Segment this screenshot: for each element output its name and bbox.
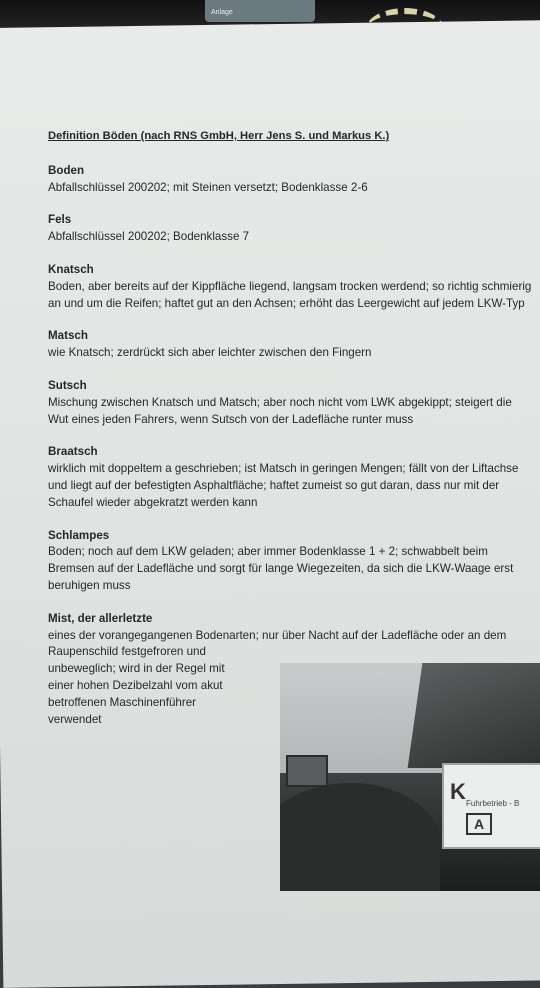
entry-definition-line: einer hohen Dezibelzahl vom akut	[48, 678, 223, 692]
entry-definition: Mischung zwischen Knatsch und Matsch; aber noch nicht vom LWK abgekippt; steigert die Wut eines jeden Fahrers, wenn Sutsch von der Ladefläche runter muss	[48, 395, 512, 426]
definition-entry	[48, 444, 533, 511]
entry-definition-line: verwendet	[48, 712, 102, 726]
bulldozer-image	[286, 755, 328, 787]
entry-definition: wirklich mit doppeltem a geschrieben; ist Matsch in geringen Mengen; fällt von der Liftachse und liegt auf der befestigten Asphaltfläche; haftet zumeist so gut daran, dass nur mit der Schaufel wieder abgekratzt werden kann	[48, 462, 519, 509]
definition-entry	[48, 528, 533, 595]
entry-definition: Abfallschlüssel 200202; mit Steinen versetzt; Bodenklasse 2-6	[48, 180, 368, 194]
entry-term: Mist, der allerletzte	[48, 611, 153, 625]
definition-entry	[48, 212, 533, 246]
entry-term: Fels	[48, 213, 72, 227]
entry-definition-line: betroffenen Maschinenführer	[48, 695, 197, 709]
truck-logo-letter: K	[450, 779, 466, 804]
definition-entry	[48, 262, 533, 312]
entry-definition: Boden, aber bereits auf der Kippfläche liegend, langsam trocken werdend; so richtig schmierig an und um die Reifen; haftet gut an den Achsen; erhöht das Leergewicht auf jedem LKW-Typ	[48, 279, 532, 310]
entry-definition-line: eines der vorangegangenen Bodenarten; nur über Nacht auf der Ladefläche oder an dem	[48, 628, 507, 642]
truck-tailgate	[442, 763, 540, 849]
construction-site-photo	[280, 663, 540, 891]
entry-definition: wie Knatsch; zerdrückt sich aber leichter zwischen den Fingern	[48, 346, 372, 360]
entry-definition: Abfallschlüssel 200202; Bodenklasse 7	[48, 230, 250, 244]
truck-company-text: Fuhrbetrieb - B	[466, 799, 520, 808]
dashboard-display	[205, 0, 315, 22]
truck-a-plate: A	[466, 813, 492, 835]
entry-term: Sutsch	[48, 378, 87, 392]
entry-term: Boden	[48, 163, 85, 177]
document-body	[48, 128, 533, 744]
entry-definition-line: unbeweglich; wird in der Regel mit	[48, 662, 225, 676]
definition-entry	[48, 328, 533, 362]
document-title: Definition Böden (nach RNS GmbH, Herr Jens S. und Markus K.)	[48, 130, 390, 142]
entry-term: Matsch	[48, 329, 88, 343]
entry-definition-line: Raupenschild festgefroren und	[48, 645, 206, 659]
entry-term: Braatsch	[48, 445, 98, 459]
definition-entry	[48, 163, 533, 197]
truck-bed-image	[408, 663, 540, 768]
entry-term: Knatsch	[48, 262, 94, 276]
entry-term: Schlampes	[48, 528, 110, 542]
definition-entry	[48, 378, 533, 428]
entry-definition: Boden; noch auf dem LKW geladen; aber immer Bodenklasse 1 + 2; schwabbelt beim Bremsen auf der Ladefläche und sorgt für lange Wiegezeiten, da sich die LKW-Waage erst beruhigen muss	[48, 545, 514, 592]
dashboard-display-text: Anlage	[211, 9, 233, 16]
